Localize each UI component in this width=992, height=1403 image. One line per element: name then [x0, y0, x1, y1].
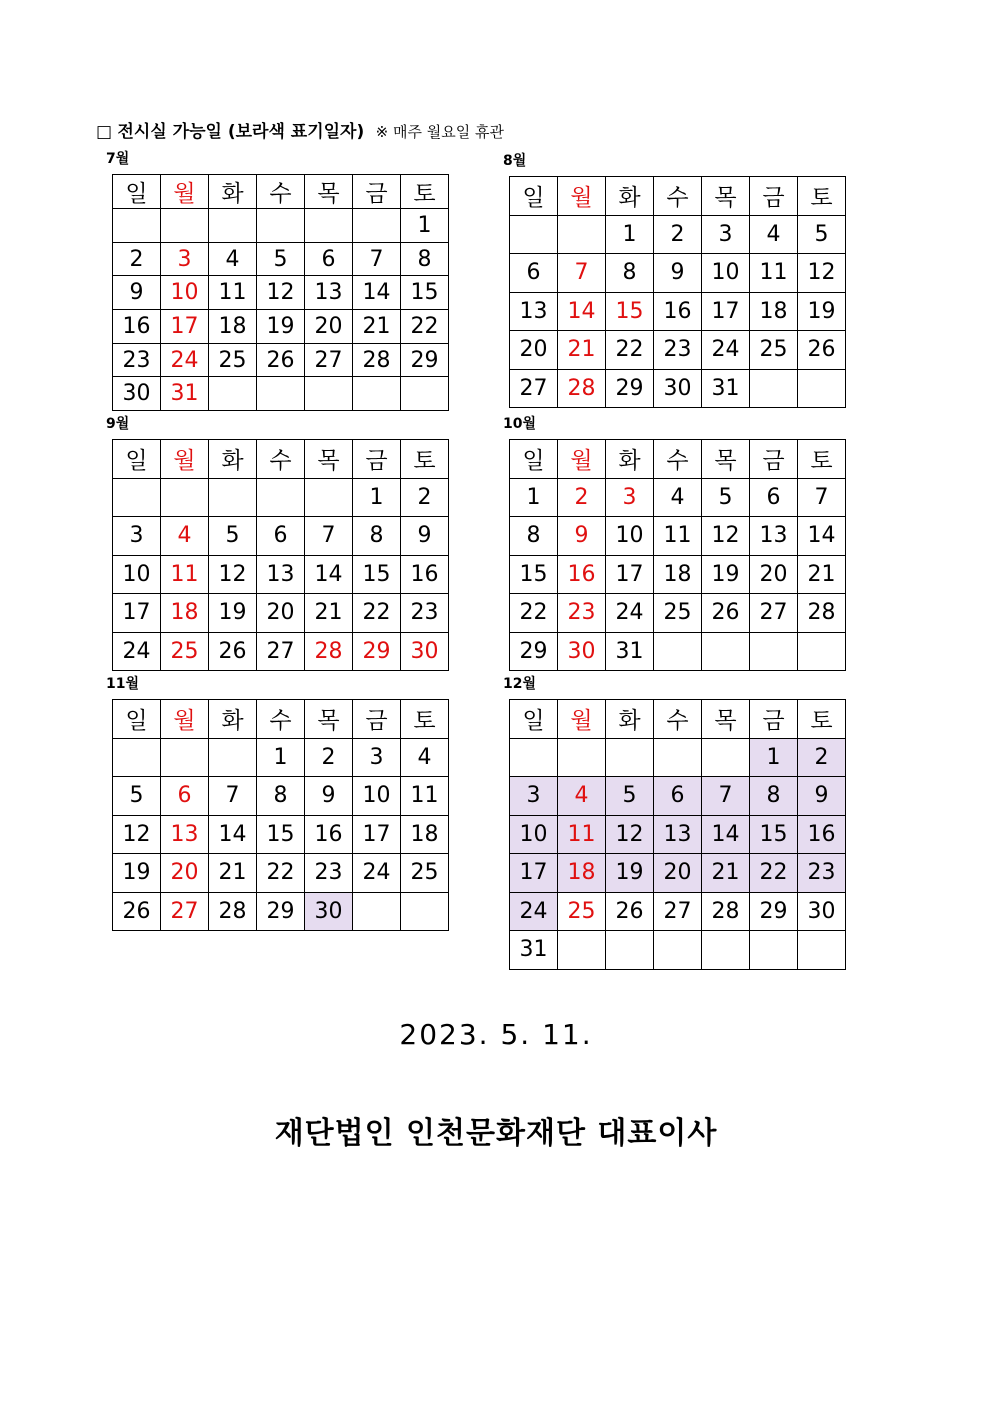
- day-cell: 31: [702, 369, 750, 408]
- month-label: 8월: [503, 153, 527, 169]
- empty-cell: [750, 931, 798, 970]
- day-cell: 11: [750, 254, 798, 293]
- day-cell: 26: [257, 343, 305, 377]
- day-cell: 18: [161, 594, 209, 633]
- day-cell: 14: [353, 276, 401, 310]
- day-cell: 10: [510, 815, 558, 854]
- day-cell: 28: [798, 594, 846, 633]
- day-cell: 3: [353, 738, 401, 777]
- weekday-header: 목: [305, 440, 353, 479]
- empty-cell: [257, 377, 305, 411]
- weekday-header: 수: [654, 177, 702, 216]
- empty-cell: [161, 478, 209, 517]
- empty-cell: [401, 892, 449, 931]
- day-cell: 2: [798, 738, 846, 777]
- weekday-header: 목: [305, 175, 353, 209]
- day-cell: 1: [510, 478, 558, 517]
- day-cell: 7: [798, 478, 846, 517]
- day-cell: 29: [606, 369, 654, 408]
- day-cell: 23: [558, 594, 606, 633]
- day-cell: 26: [798, 331, 846, 370]
- weekday-header: 목: [702, 440, 750, 479]
- day-cell: 25: [654, 594, 702, 633]
- heading-title: 전시실 가능일 (보라색 표기일자): [117, 122, 365, 142]
- empty-cell: [750, 632, 798, 671]
- day-cell: 21: [305, 594, 353, 633]
- weekday-header: 화: [209, 700, 257, 739]
- day-cell: 15: [353, 555, 401, 594]
- day-cell: 15: [606, 292, 654, 331]
- day-cell: 2: [654, 215, 702, 254]
- day-cell: 19: [113, 854, 161, 893]
- day-cell: 18: [558, 854, 606, 893]
- day-cell: 5: [606, 777, 654, 816]
- weekday-header: 수: [654, 700, 702, 739]
- empty-cell: [353, 377, 401, 411]
- weekday-header: 월: [161, 175, 209, 209]
- day-cell: 26: [702, 594, 750, 633]
- day-cell: 30: [654, 369, 702, 408]
- empty-cell: [209, 209, 257, 243]
- day-cell: 2: [305, 738, 353, 777]
- weekday-header: 일: [510, 700, 558, 739]
- empty-cell: [702, 632, 750, 671]
- day-cell: 31: [161, 377, 209, 411]
- day-cell: 21: [209, 854, 257, 893]
- weekday-header: 토: [401, 440, 449, 479]
- day-cell: 22: [606, 331, 654, 370]
- day-cell: 14: [305, 555, 353, 594]
- day-cell: 11: [209, 276, 257, 310]
- day-cell: 24: [510, 892, 558, 931]
- day-cell: 20: [654, 854, 702, 893]
- day-cell: 9: [558, 517, 606, 556]
- day-cell: 25: [750, 331, 798, 370]
- day-cell: 23: [113, 343, 161, 377]
- day-cell: 10: [161, 276, 209, 310]
- day-cell: 26: [113, 892, 161, 931]
- calendar-grid: [509, 439, 846, 671]
- day-cell: 13: [161, 815, 209, 854]
- empty-cell: [257, 209, 305, 243]
- day-cell: 26: [209, 632, 257, 671]
- day-cell: 28: [702, 892, 750, 931]
- day-cell: 23: [798, 854, 846, 893]
- day-cell: 30: [401, 632, 449, 671]
- document-date: 2023. 5. 11.: [399, 1018, 593, 1051]
- day-cell: 27: [257, 632, 305, 671]
- day-cell: 9: [798, 777, 846, 816]
- empty-cell: [209, 478, 257, 517]
- day-cell: 2: [401, 478, 449, 517]
- day-cell: 28: [353, 343, 401, 377]
- weekday-header: 토: [798, 700, 846, 739]
- day-cell: 20: [510, 331, 558, 370]
- weekday-header: 토: [401, 175, 449, 209]
- day-cell: 25: [558, 892, 606, 931]
- day-cell: 2: [558, 478, 606, 517]
- day-cell: 13: [654, 815, 702, 854]
- empty-cell: [510, 738, 558, 777]
- day-cell: 8: [257, 777, 305, 816]
- weekday-header: 금: [750, 440, 798, 479]
- day-cell: 25: [401, 854, 449, 893]
- day-cell: 8: [606, 254, 654, 293]
- day-cell: 30: [798, 892, 846, 931]
- calendar-grid: [112, 439, 449, 671]
- day-cell: 5: [209, 517, 257, 556]
- day-cell: 10: [353, 777, 401, 816]
- checkbox-glyph: □: [96, 122, 113, 142]
- day-cell: 24: [161, 343, 209, 377]
- weekday-header: 일: [113, 175, 161, 209]
- day-cell: 12: [798, 254, 846, 293]
- day-cell: 31: [606, 632, 654, 671]
- day-cell: 30: [558, 632, 606, 671]
- weekday-header: 화: [606, 177, 654, 216]
- calendar-grid: [509, 699, 846, 970]
- day-cell: 17: [161, 310, 209, 344]
- day-cell: 20: [750, 555, 798, 594]
- weekday-header: 금: [353, 700, 401, 739]
- weekday-header: 일: [113, 440, 161, 479]
- day-cell: 25: [161, 632, 209, 671]
- weekday-header: 화: [209, 440, 257, 479]
- month-label: 11월: [106, 676, 140, 692]
- day-cell: 27: [305, 343, 353, 377]
- empty-cell: [558, 931, 606, 970]
- day-cell: 9: [113, 276, 161, 310]
- calendar-grid: [112, 699, 449, 931]
- day-cell: 17: [113, 594, 161, 633]
- day-cell: 29: [257, 892, 305, 931]
- day-cell: 16: [558, 555, 606, 594]
- weekday-header: 월: [161, 440, 209, 479]
- day-cell: 1: [606, 215, 654, 254]
- day-cell: 20: [161, 854, 209, 893]
- day-cell: 29: [750, 892, 798, 931]
- day-cell: 18: [401, 815, 449, 854]
- empty-cell: [161, 738, 209, 777]
- empty-cell: [305, 377, 353, 411]
- weekday-header: 화: [209, 175, 257, 209]
- empty-cell: [353, 209, 401, 243]
- weekday-header: 월: [558, 440, 606, 479]
- day-cell: 9: [654, 254, 702, 293]
- day-cell: 1: [257, 738, 305, 777]
- calendar-october: [503, 416, 846, 671]
- day-cell: 20: [305, 310, 353, 344]
- day-cell: 19: [606, 854, 654, 893]
- day-cell: 7: [305, 517, 353, 556]
- weekday-header: 목: [305, 700, 353, 739]
- day-cell: 31: [510, 931, 558, 970]
- day-cell: 6: [161, 777, 209, 816]
- day-cell: 1: [750, 738, 798, 777]
- weekday-header: 일: [510, 440, 558, 479]
- day-cell: 21: [353, 310, 401, 344]
- empty-cell: [209, 377, 257, 411]
- day-cell: 6: [510, 254, 558, 293]
- day-cell: 12: [702, 517, 750, 556]
- empty-cell: [798, 369, 846, 408]
- day-cell: 1: [401, 209, 449, 243]
- day-cell: 19: [257, 310, 305, 344]
- day-cell: 27: [161, 892, 209, 931]
- day-cell: 3: [161, 242, 209, 276]
- empty-cell: [510, 215, 558, 254]
- weekday-header: 화: [606, 700, 654, 739]
- day-cell: 26: [606, 892, 654, 931]
- empty-cell: [209, 738, 257, 777]
- day-cell: 11: [161, 555, 209, 594]
- day-cell: 27: [654, 892, 702, 931]
- day-cell: 19: [702, 555, 750, 594]
- empty-cell: [798, 931, 846, 970]
- weekday-header: 월: [558, 700, 606, 739]
- day-cell: 22: [257, 854, 305, 893]
- day-cell: 30: [305, 892, 353, 931]
- day-cell: 15: [257, 815, 305, 854]
- signature-line: 재단법인 인천문화재단 대표이사: [274, 1116, 718, 1151]
- day-cell: 11: [558, 815, 606, 854]
- empty-cell: [113, 738, 161, 777]
- day-cell: 5: [257, 242, 305, 276]
- day-cell: 24: [702, 331, 750, 370]
- day-cell: 11: [654, 517, 702, 556]
- day-cell: 8: [401, 242, 449, 276]
- day-cell: 23: [654, 331, 702, 370]
- day-cell: 20: [257, 594, 305, 633]
- day-cell: 22: [401, 310, 449, 344]
- day-cell: 16: [305, 815, 353, 854]
- day-cell: 24: [353, 854, 401, 893]
- month-label: 10월: [503, 416, 537, 432]
- day-cell: 28: [305, 632, 353, 671]
- weekday-header: 금: [750, 700, 798, 739]
- day-cell: 22: [353, 594, 401, 633]
- weekday-header: 수: [257, 440, 305, 479]
- empty-cell: [257, 478, 305, 517]
- day-cell: 7: [558, 254, 606, 293]
- day-cell: 29: [353, 632, 401, 671]
- day-cell: 4: [161, 517, 209, 556]
- empty-cell: [558, 738, 606, 777]
- empty-cell: [606, 931, 654, 970]
- day-cell: 28: [209, 892, 257, 931]
- day-cell: 10: [702, 254, 750, 293]
- day-cell: 17: [353, 815, 401, 854]
- day-cell: 17: [510, 854, 558, 893]
- day-cell: 11: [401, 777, 449, 816]
- day-cell: 13: [510, 292, 558, 331]
- weekday-header: 목: [702, 700, 750, 739]
- day-cell: 30: [113, 377, 161, 411]
- weekday-header: 토: [401, 700, 449, 739]
- day-cell: 22: [750, 854, 798, 893]
- day-cell: 16: [654, 292, 702, 331]
- day-cell: 19: [798, 292, 846, 331]
- day-cell: 23: [305, 854, 353, 893]
- day-cell: 27: [750, 594, 798, 633]
- day-cell: 12: [257, 276, 305, 310]
- section-heading: [96, 117, 504, 142]
- empty-cell: [113, 478, 161, 517]
- day-cell: 2: [113, 242, 161, 276]
- day-cell: 15: [750, 815, 798, 854]
- day-cell: 21: [798, 555, 846, 594]
- day-cell: 6: [257, 517, 305, 556]
- day-cell: 14: [209, 815, 257, 854]
- weekday-header: 일: [510, 177, 558, 216]
- day-cell: 4: [558, 777, 606, 816]
- day-cell: 19: [209, 594, 257, 633]
- day-cell: 25: [209, 343, 257, 377]
- empty-cell: [353, 892, 401, 931]
- day-cell: 9: [401, 517, 449, 556]
- weekday-header: 수: [654, 440, 702, 479]
- empty-cell: [750, 369, 798, 408]
- day-cell: 6: [654, 777, 702, 816]
- calendar-november: [106, 676, 449, 931]
- weekday-header: 금: [750, 177, 798, 216]
- day-cell: 4: [401, 738, 449, 777]
- day-cell: 13: [257, 555, 305, 594]
- weekday-header: 금: [353, 440, 401, 479]
- heading-note: ※ 매주 월요일 휴관: [375, 123, 504, 141]
- day-cell: 16: [113, 310, 161, 344]
- empty-cell: [798, 632, 846, 671]
- day-cell: 16: [401, 555, 449, 594]
- month-label: 7월: [106, 151, 130, 167]
- empty-cell: [654, 738, 702, 777]
- day-cell: 29: [510, 632, 558, 671]
- day-cell: 8: [353, 517, 401, 556]
- calendar-december: [503, 676, 846, 970]
- day-cell: 1: [353, 478, 401, 517]
- day-cell: 18: [654, 555, 702, 594]
- day-cell: 17: [702, 292, 750, 331]
- empty-cell: [654, 931, 702, 970]
- day-cell: 5: [798, 215, 846, 254]
- empty-cell: [401, 377, 449, 411]
- day-cell: 6: [750, 478, 798, 517]
- day-cell: 5: [702, 478, 750, 517]
- day-cell: 15: [401, 276, 449, 310]
- day-cell: 23: [401, 594, 449, 633]
- empty-cell: [161, 209, 209, 243]
- weekday-header: 수: [257, 700, 305, 739]
- calendar-september: [106, 416, 449, 671]
- calendar-grid: [509, 176, 846, 408]
- empty-cell: [654, 632, 702, 671]
- day-cell: 9: [305, 777, 353, 816]
- weekday-header: 목: [702, 177, 750, 216]
- day-cell: 12: [113, 815, 161, 854]
- day-cell: 24: [113, 632, 161, 671]
- day-cell: 3: [606, 478, 654, 517]
- day-cell: 7: [353, 242, 401, 276]
- month-label: 9월: [106, 416, 130, 432]
- calendar-august: [503, 153, 846, 408]
- day-cell: 7: [209, 777, 257, 816]
- weekday-header: 화: [606, 440, 654, 479]
- day-cell: 13: [750, 517, 798, 556]
- empty-cell: [305, 209, 353, 243]
- day-cell: 3: [510, 777, 558, 816]
- day-cell: 29: [401, 343, 449, 377]
- day-cell: 12: [209, 555, 257, 594]
- calendar-july: [106, 151, 449, 411]
- weekday-header: 토: [798, 177, 846, 216]
- day-cell: 6: [305, 242, 353, 276]
- empty-cell: [558, 215, 606, 254]
- day-cell: 22: [510, 594, 558, 633]
- day-cell: 18: [750, 292, 798, 331]
- empty-cell: [113, 209, 161, 243]
- day-cell: 21: [702, 854, 750, 893]
- day-cell: 17: [606, 555, 654, 594]
- empty-cell: [702, 931, 750, 970]
- weekday-header: 월: [161, 700, 209, 739]
- day-cell: 15: [510, 555, 558, 594]
- day-cell: 5: [113, 777, 161, 816]
- weekday-header: 금: [353, 175, 401, 209]
- day-cell: 7: [702, 777, 750, 816]
- day-cell: 4: [654, 478, 702, 517]
- calendar-grid: [112, 174, 449, 411]
- day-cell: 28: [558, 369, 606, 408]
- day-cell: 21: [558, 331, 606, 370]
- weekday-header: 토: [798, 440, 846, 479]
- empty-cell: [606, 738, 654, 777]
- weekday-header: 월: [558, 177, 606, 216]
- day-cell: 8: [510, 517, 558, 556]
- day-cell: 8: [750, 777, 798, 816]
- day-cell: 12: [606, 815, 654, 854]
- day-cell: 14: [558, 292, 606, 331]
- day-cell: 3: [702, 215, 750, 254]
- empty-cell: [702, 738, 750, 777]
- day-cell: 16: [798, 815, 846, 854]
- weekday-header: 수: [257, 175, 305, 209]
- day-cell: 27: [510, 369, 558, 408]
- weekday-header: 일: [113, 700, 161, 739]
- day-cell: 14: [702, 815, 750, 854]
- day-cell: 14: [798, 517, 846, 556]
- month-label: 12월: [503, 676, 537, 692]
- day-cell: 3: [113, 517, 161, 556]
- day-cell: 18: [209, 310, 257, 344]
- day-cell: 24: [606, 594, 654, 633]
- day-cell: 4: [209, 242, 257, 276]
- day-cell: 4: [750, 215, 798, 254]
- day-cell: 13: [305, 276, 353, 310]
- day-cell: 10: [113, 555, 161, 594]
- day-cell: 10: [606, 517, 654, 556]
- empty-cell: [305, 478, 353, 517]
